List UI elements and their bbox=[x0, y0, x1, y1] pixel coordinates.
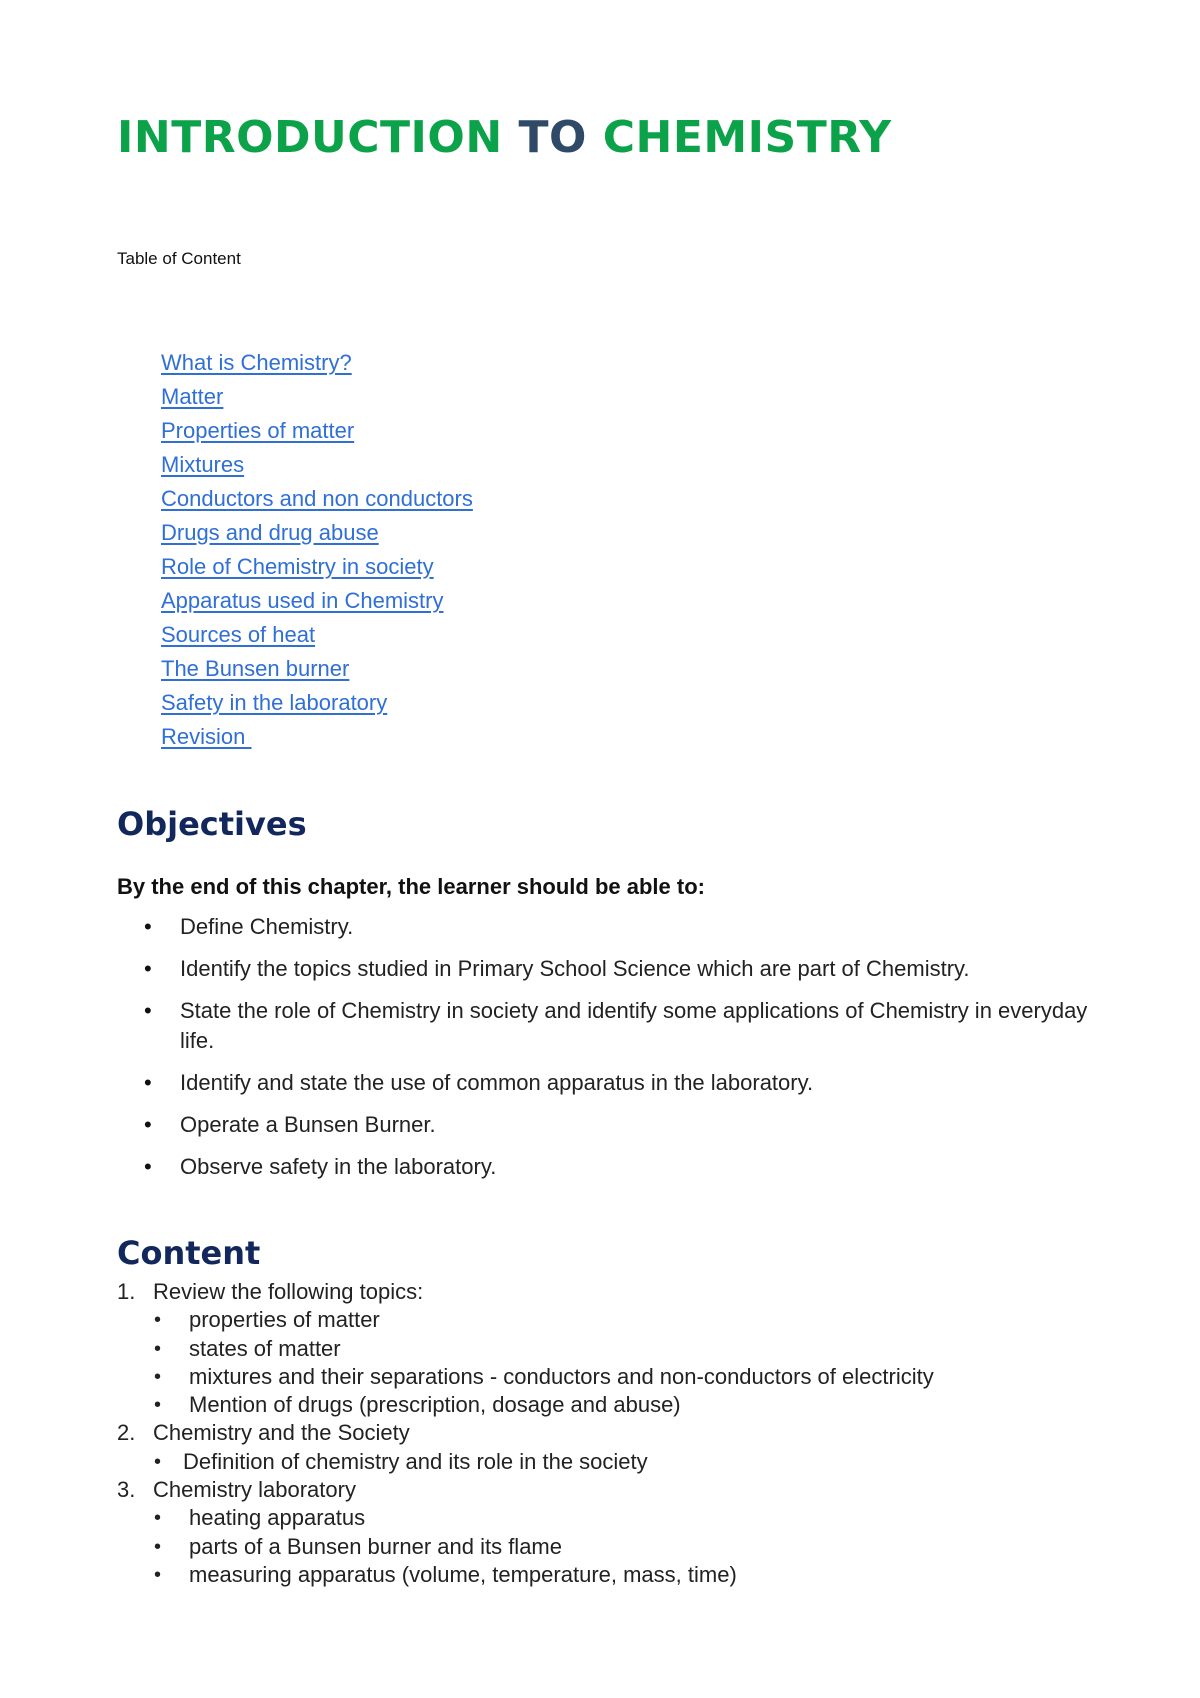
toc-link-sources-of-heat[interactable]: Sources of heat bbox=[161, 622, 316, 647]
toc-link-bunsen-burner[interactable]: The Bunsen burner bbox=[161, 656, 350, 681]
objectives-lead: By the end of this chapter, the learner should be able to: bbox=[117, 874, 705, 899]
content-item-text: Chemistry and the Society bbox=[153, 1420, 410, 1446]
toc-link-properties-of-matter[interactable]: Properties of matter bbox=[161, 418, 355, 443]
toc-link-mixtures[interactable]: Mixtures bbox=[161, 452, 245, 477]
content-item-text: Chemistry laboratory bbox=[153, 1477, 356, 1503]
content-item bbox=[117, 1419, 1117, 1476]
toc-link-safety[interactable]: Safety in the laboratory bbox=[161, 690, 388, 715]
objectives-heading: Objectives bbox=[117, 805, 307, 843]
title-part-chemistry: CHEMISTRY bbox=[586, 112, 892, 163]
content-subitem: • Mention of drugs (prescription, dosage and abuse) bbox=[153, 1391, 1117, 1419]
content-item-text: Review the following topics: bbox=[153, 1279, 424, 1304]
content-item-number: 3. bbox=[117, 1477, 136, 1503]
objective-item: • Identify and state the use of common apparatus in the laboratory. bbox=[117, 1068, 1107, 1098]
content-list bbox=[117, 1278, 1117, 1589]
toc-item bbox=[161, 720, 473, 754]
title-part-to: TO bbox=[518, 112, 587, 163]
title-part-introduction: INTRODUCTION bbox=[117, 112, 519, 163]
content-subitem: • properties of matter bbox=[153, 1306, 1117, 1334]
content-subitem: • mixtures and their separations - conductors and non-conductors of electricity bbox=[153, 1363, 1117, 1391]
toc-link-revision[interactable]: Revision bbox=[161, 724, 252, 749]
content-item bbox=[117, 1476, 1117, 1589]
toc-link-apparatus[interactable]: Apparatus used in Chemistry bbox=[161, 588, 444, 613]
toc-link-drugs[interactable]: Drugs and drug abuse bbox=[161, 520, 379, 545]
document-title bbox=[117, 112, 892, 163]
content-subitem: • states of matter bbox=[153, 1335, 1117, 1363]
toc-link-matter[interactable]: Matter bbox=[161, 384, 224, 409]
toc-item bbox=[161, 584, 473, 618]
objective-item: • Identify the topics studied in Primary School Science which are part of Chemistry. bbox=[117, 954, 1107, 984]
content-subitem: • parts of a Bunsen burner and its flame bbox=[153, 1533, 1117, 1561]
table-of-contents bbox=[161, 346, 473, 754]
toc-item bbox=[161, 414, 473, 448]
objective-item: • Define Chemistry. bbox=[117, 912, 1107, 942]
content-heading: Content bbox=[117, 1234, 261, 1272]
content-item bbox=[117, 1278, 1117, 1419]
objective-item: • Observe safety in the laboratory. bbox=[117, 1152, 1107, 1182]
toc-label: Table of Content bbox=[117, 249, 241, 268]
toc-link-what-is-chemistry[interactable]: What is Chemistry? bbox=[161, 350, 352, 375]
content-sublist bbox=[153, 1448, 1117, 1476]
toc-link-conductors[interactable]: Conductors and non conductors bbox=[161, 486, 473, 511]
toc-link-role-of-chemistry[interactable]: Role of Chemistry in society bbox=[161, 554, 434, 579]
content-sublist bbox=[153, 1504, 1117, 1589]
toc-item bbox=[161, 686, 473, 720]
toc-item bbox=[161, 346, 473, 380]
content-subitem: • heating apparatus bbox=[153, 1504, 1117, 1532]
toc-item bbox=[161, 652, 473, 686]
toc-item bbox=[161, 380, 473, 414]
objectives-list bbox=[117, 912, 1107, 1194]
toc-item bbox=[161, 516, 473, 550]
objective-item: • Operate a Bunsen Burner. bbox=[117, 1110, 1107, 1140]
content-sublist bbox=[153, 1306, 1117, 1419]
toc-item bbox=[161, 448, 473, 482]
content-item-number: 1. bbox=[117, 1279, 136, 1304]
objective-item: • State the role of Chemistry in society and identify some applications of Chemistry in everyday life. bbox=[117, 996, 1107, 1056]
toc-item bbox=[161, 482, 473, 516]
content-subitem: • measuring apparatus (volume, temperature, mass, time) bbox=[153, 1561, 1117, 1589]
toc-item bbox=[161, 550, 473, 584]
content-subitem: • Definition of chemistry and its role in the society bbox=[153, 1448, 1117, 1476]
content-item-number: 2. bbox=[117, 1420, 136, 1446]
toc-item bbox=[161, 618, 473, 652]
